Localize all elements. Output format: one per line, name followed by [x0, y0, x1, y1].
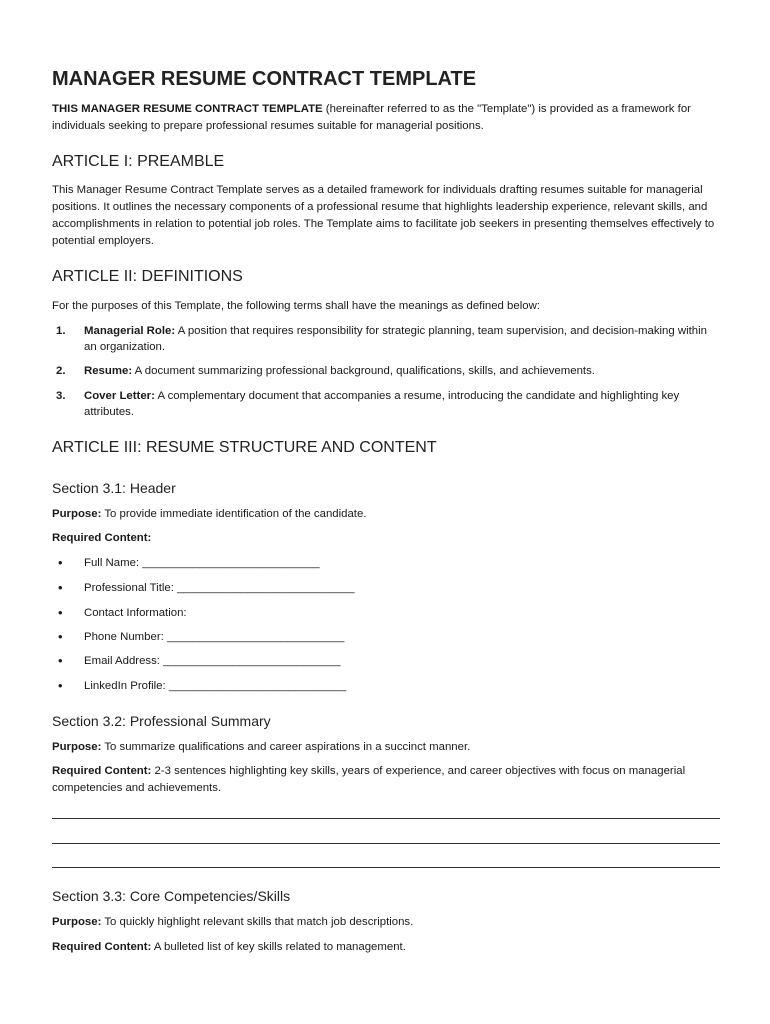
purpose-text: To provide immediate identification of the candidate.: [101, 508, 367, 520]
article2-heading: ARTICLE II: DEFINITIONS: [52, 268, 243, 285]
definition-text: A document summarizing professional background, qualifications, skills, and achievements.: [132, 365, 595, 377]
section-3-1-purpose: [52, 506, 720, 523]
section-3-2-heading: Section 3.2: Professional Summary: [52, 713, 271, 729]
header-field-text: LinkedIn Profile: ____________________________: [84, 680, 347, 692]
article1-text: This Manager Resume Contract Template serves as a detailed framework for individuals drafting resumes suitable for managerial positions. It outlines the necessary components of a professional resume that highlights leadership experience, relevant skills, and accomplishments in relation to potential job roles. The Template aims to facilitate job seekers in presenting themselves effectively to potential employers.: [52, 184, 715, 247]
definition-number: 3.: [56, 390, 66, 402]
purpose-text: To summarize qualifications and career aspirations in a succinct manner.: [101, 741, 471, 753]
write-in-line[interactable]: [52, 867, 720, 868]
header-field-text: Email Address: ____________________________: [84, 655, 341, 667]
purpose-label: Purpose:: [52, 741, 102, 753]
required-text: 2-3 sentences highlighting key skills, years of experience, and career objectives with focus on managerial competencies and achievements.: [52, 765, 686, 794]
header-field-text: Professional Title: ____________________________: [84, 582, 355, 594]
definition-item: [52, 323, 720, 355]
header-field-item: [52, 653, 341, 669]
definition-text: A complementary document that accompanies a resume, introducing the candidate and highlighting key attributes.: [84, 390, 680, 418]
header-field-item: [52, 629, 344, 645]
intro-text: (hereinafter referred to as the "Template") is provided as a framework for individuals seeking to prepare professional resumes suitable for managerial positions.: [52, 103, 691, 132]
header-field-text: Phone Number: ____________________________: [84, 631, 345, 643]
definition-term: Cover Letter:: [84, 390, 155, 402]
article3-heading: ARTICLE III: RESUME STRUCTURE AND CONTENT: [52, 439, 437, 456]
write-in-line[interactable]: [52, 818, 720, 819]
header-field-item: [52, 580, 354, 596]
article1-heading: ARTICLE I: PREAMBLE: [52, 153, 225, 170]
write-in-line[interactable]: [52, 843, 720, 844]
required-label: Required Content:: [52, 941, 152, 953]
definition-text: A position that requires responsibility for strategic planning, team supervision, and decision-making within an organization.: [84, 325, 708, 353]
bullet-icon: •: [58, 653, 63, 668]
document-title: MANAGER RESUME CONTRACT TEMPLATE: [52, 68, 477, 90]
section-3-1-required-label: Required Content:: [52, 532, 152, 544]
purpose-text: To quickly highlight relevant skills that match job descriptions.: [101, 916, 414, 928]
required-text: A bulleted list of key skills related to management.: [151, 941, 406, 953]
bullet-icon: •: [58, 555, 63, 570]
article2-intro: For the purposes of this Template, the following terms shall have the meanings as defined below:: [52, 300, 540, 312]
section-3-1-heading: Section 3.1: Header: [52, 480, 176, 496]
intro-paragraph: [52, 101, 720, 135]
bullet-icon: •: [58, 629, 63, 644]
purpose-label: Purpose:: [52, 508, 102, 520]
header-field-item: [52, 605, 187, 621]
bullet-icon: •: [58, 580, 63, 595]
header-field-item: [52, 555, 320, 571]
header-field-item: [52, 678, 346, 694]
header-field-text: Contact Information:: [84, 607, 187, 619]
definition-item: [52, 388, 720, 420]
section-3-2-purpose: [52, 739, 720, 756]
section-3-3-required: [52, 939, 720, 956]
header-field-text: Full Name: ____________________________: [84, 557, 320, 569]
intro-bold: THIS MANAGER RESUME CONTRACT TEMPLATE: [52, 103, 323, 115]
section-3-2-required: [52, 763, 720, 797]
definition-number: 1.: [56, 325, 66, 337]
definition-number: 2.: [56, 365, 66, 377]
required-label: Required Content:: [52, 765, 152, 777]
definition-term: Managerial Role:: [84, 325, 176, 337]
purpose-label: Purpose:: [52, 916, 102, 928]
definition-term: Resume:: [84, 365, 133, 377]
section-3-3-purpose: [52, 914, 720, 931]
definition-item: [52, 363, 720, 379]
bullet-icon: •: [58, 605, 63, 620]
bullet-icon: •: [58, 678, 63, 693]
section-3-3-heading: Section 3.3: Core Competencies/Skills: [52, 888, 291, 904]
